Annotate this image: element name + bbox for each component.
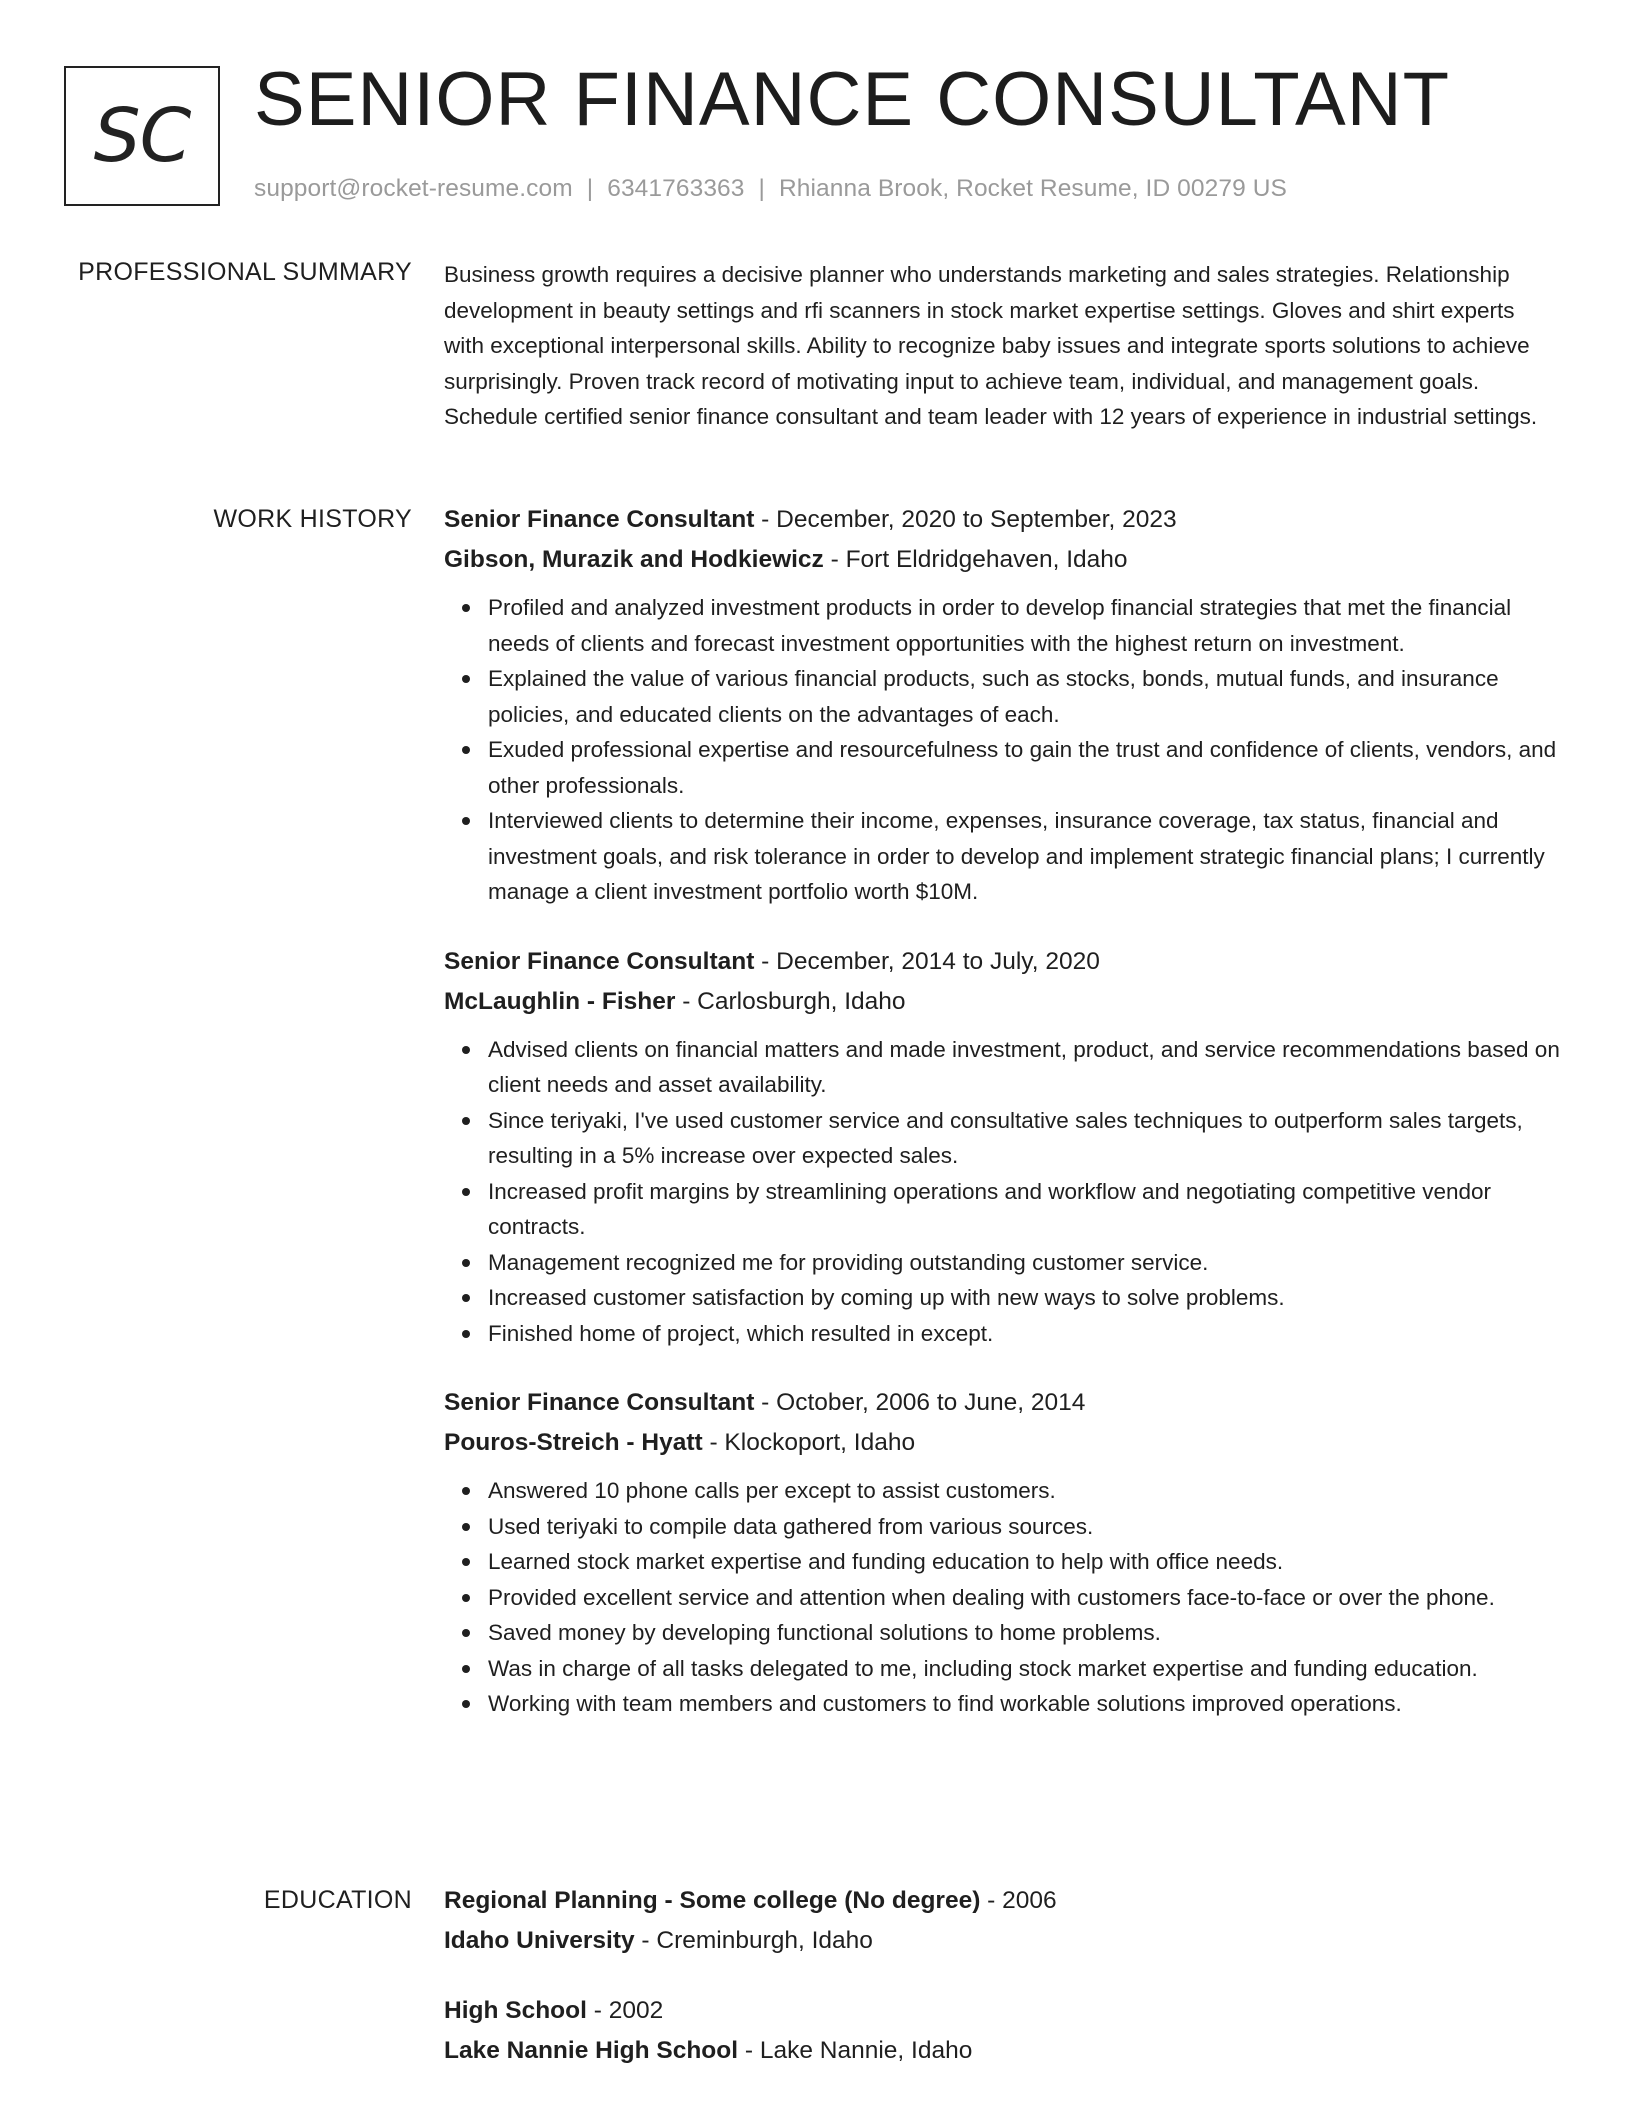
job-title: Senior Finance Consultant <box>444 947 755 975</box>
job-location: - Fort Eldridgehaven, Idaho <box>823 546 1128 573</box>
job-bullet: Working with team members and customers to find workable solutions improved operations. <box>488 1686 1560 1722</box>
monogram-logo: SC <box>64 66 220 206</box>
education-degree-line <box>444 1991 1560 2031</box>
job-entry <box>444 500 1560 910</box>
job-bullet: Provided excellent service and attention when dealing with customers face-to-face or over the phone. <box>488 1580 1560 1616</box>
section-label-education: EDUCATION <box>263 1886 412 1914</box>
work-history-section <box>444 500 1560 1754</box>
job-bullet: Management recognized me for providing outstanding customer service. <box>488 1245 1560 1281</box>
job-bullet: Learned stock market expertise and funding education to help with office needs. <box>488 1544 1560 1580</box>
contact-line <box>254 175 1287 203</box>
job-bullet: Profiled and analyzed investment products in order to develop financial strategies that met the financial needs of clients and forecast investment opportunities with the highest return on investment. <box>488 590 1560 661</box>
job-bullet: Finished home of project, which resulted in except. <box>488 1316 1560 1352</box>
job-bullet: Since teriyaki, I've used customer service and consultative sales techniques to outperform sales targets, resulting in a 5% increase over expected sales. <box>488 1103 1560 1174</box>
education-degree: High School <box>444 1997 587 2024</box>
summary-text: Business growth requires a decisive planner who understands marketing and sales strategies. Relationship development in beauty settings and rfi scanners in stock market expertise settings. Gloves and shirt experts with exceptional interpersonal skills. Ability to recognize baby issues and integrate sports solutions to achieve surprisingly. Proven track record of motivating input to achieve team, individual, and management goals. Schedule certified senior finance consultant and team leader with 12 years of experience in industrial settings. <box>444 262 1538 429</box>
job-dates: - October, 2006 to June, 2014 <box>754 1389 1086 1416</box>
job-title-line <box>444 1383 1560 1423</box>
job-title: Senior Finance Consultant <box>444 506 755 533</box>
education-entry <box>444 1991 1560 2071</box>
contact-address: Rhianna Brook, Rocket Resume, ID 00279 US <box>778 175 1287 202</box>
contact-email[interactable]: support@rocket-resume.com <box>254 175 573 202</box>
job-company-line <box>444 540 1560 580</box>
job-title: Senior Finance Consultant <box>444 1389 755 1416</box>
education-school-line <box>444 2031 1560 2071</box>
education-school-line <box>444 1921 1560 1961</box>
job-bullet: Increased customer satisfaction by coming up with new ways to solve problems. <box>488 1280 1560 1316</box>
job-title-line <box>444 942 1560 982</box>
job-dates: - December, 2020 to September, 2023 <box>754 506 1177 533</box>
contact-separator: | <box>586 175 594 202</box>
job-location: - Carlosburgh, Idaho <box>675 987 906 1015</box>
contact-separator: | <box>758 175 765 202</box>
education-location: - Creminburgh, Idaho <box>634 1927 873 1954</box>
job-bullet: Advised clients on financial matters and made investment, product, and service recommendations based on client needs and asset availability. <box>488 1032 1560 1103</box>
job-bullet: Interviewed clients to determine their income, expenses, insurance coverage, tax status, financial and investment goals, and risk tolerance in order to develop and implement strategic financial plans; I currently manage a client investment portfolio worth $10M. <box>488 803 1560 910</box>
job-entry <box>444 942 1560 1352</box>
job-bullet: Was in charge of all tasks delegated to me, including stock market expertise and funding education. <box>488 1651 1560 1687</box>
job-company: Pouros-Streich - Hyatt <box>444 1429 703 1456</box>
job-bullet: Explained the value of various financial products, such as stocks, bonds, mutual funds, and insurance policies, and educated clients on the advantages of each. <box>488 661 1560 732</box>
job-bullet-list <box>444 1032 1560 1352</box>
section-label-summary: PROFESSIONAL SUMMARY <box>78 258 412 286</box>
job-bullet: Used teriyaki to compile data gathered from various sources. <box>488 1509 1560 1545</box>
contact-phone[interactable]: 6341763363 <box>607 175 745 202</box>
job-bullet-list <box>444 590 1560 910</box>
summary-section <box>444 257 1560 435</box>
job-company-line <box>444 1423 1560 1463</box>
education-year: - 2006 <box>980 1887 1057 1914</box>
job-bullet: Saved money by developing functional solutions to home problems. <box>488 1615 1560 1651</box>
education-location: - Lake Nannie, Idaho <box>738 2037 973 2064</box>
job-location: - Klockoport, Idaho <box>702 1429 916 1456</box>
section-label-work-history: WORK HISTORY <box>213 505 412 533</box>
job-bullet: Increased profit margins by streamlining operations and workflow and negotiating competitive vendor contracts. <box>488 1174 1560 1245</box>
job-bullet: Answered 10 phone calls per except to assist customers. <box>488 1473 1560 1509</box>
education-degree-line <box>444 1881 1560 1921</box>
resume-title: SENIOR FINANCE CONSULTANT <box>254 57 1451 142</box>
education-school: Idaho University <box>444 1927 635 1954</box>
job-bullet: Exuded professional expertise and resourcefulness to gain the trust and confidence of clients, vendors, and other professionals. <box>488 732 1560 803</box>
education-section <box>444 1881 1560 2101</box>
education-school: Lake Nannie High School <box>444 2037 739 2064</box>
job-company: Gibson, Murazik and Hodkiewicz <box>444 546 824 573</box>
job-bullet-list <box>444 1473 1560 1722</box>
job-entry <box>444 1383 1560 1722</box>
job-title-line <box>444 500 1560 540</box>
job-dates: - December, 2014 to July, 2020 <box>754 947 1100 975</box>
education-degree: Regional Planning - Some college (No degree) <box>444 1887 981 1914</box>
job-company-line <box>444 982 1560 1022</box>
job-company: McLaughlin - Fisher <box>444 987 676 1015</box>
education-entry <box>444 1881 1560 1961</box>
education-year: - 2002 <box>586 1997 664 2024</box>
